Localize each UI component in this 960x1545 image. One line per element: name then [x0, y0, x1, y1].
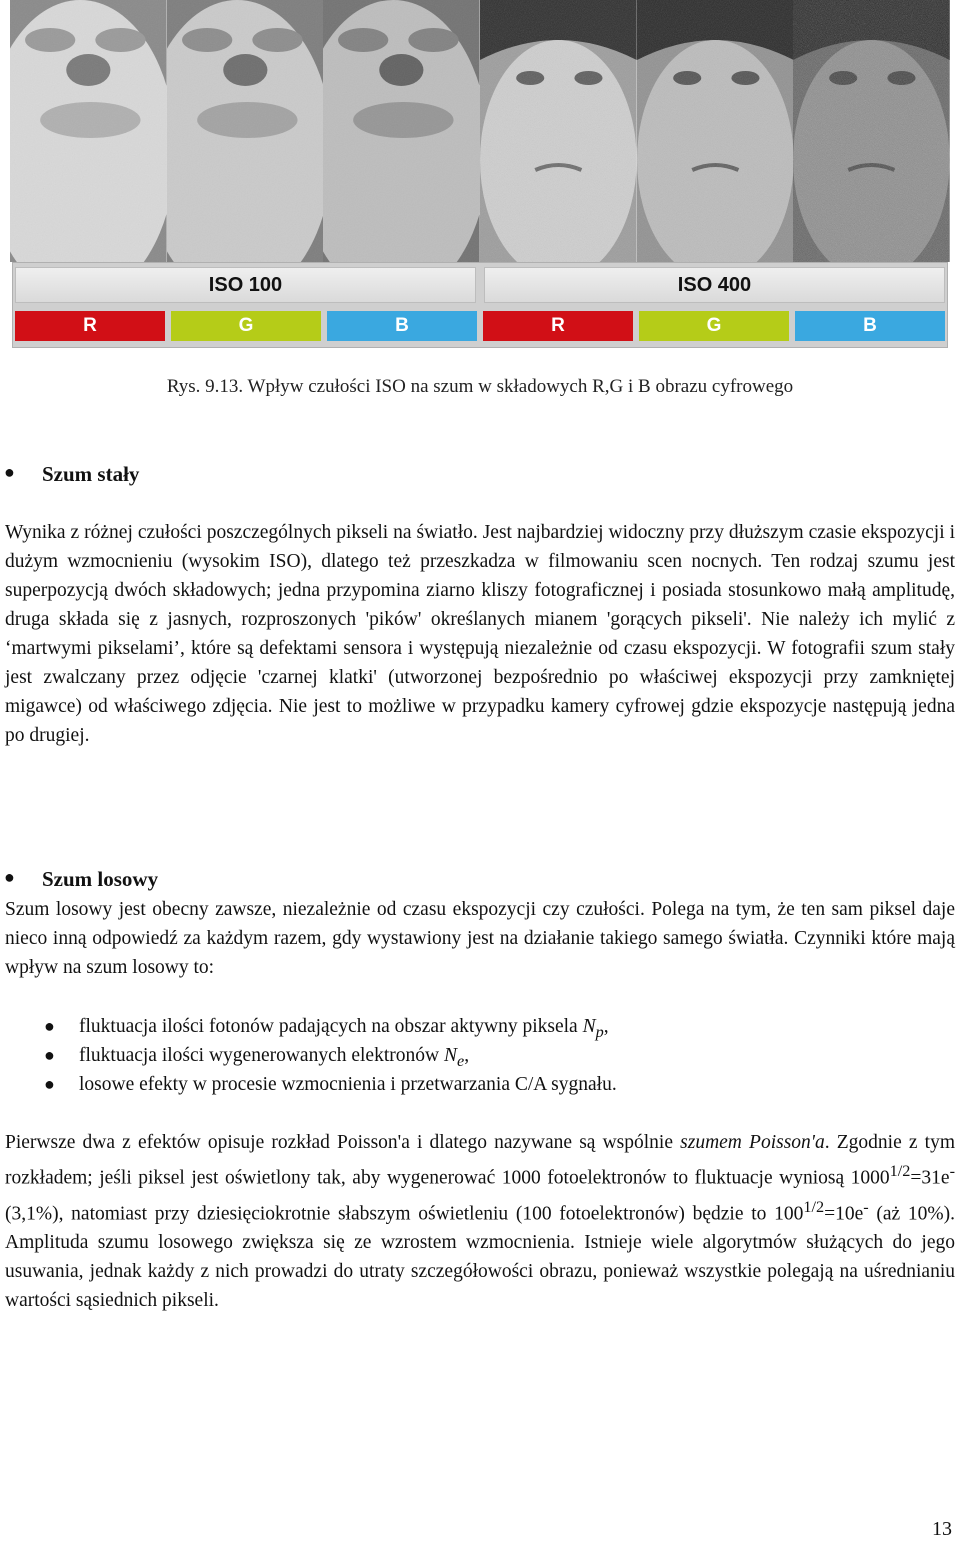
paragraph-szum-staly: Wynika z różnej czułości poszczególnych pikseli na światło. Jest najbardziej widoczny przy dłuższym czasie ekspozycji i dużym wzmocnieniu (wysokim ISO), dlatego też przeszkadza w filmowaniu scen nocnych. Ten rodzaj szumu jest superpozycją dwóch składowych; jedna przypomina ziarno kliszy fotograficznej i posiada stosunkowo małą amplitudę, druga składa się z jasnych, rozproszonych 'pików' określanych mianem 'gorących pikseli'. Nie należy ich mylić z ‘martwymi pikselami’, które są defektami sensora i występują niezależnie od czasu ekspozycji. W fotografii szum stały jest zwalczany przez odjęcie 'czarnej klatki' (utworzonej bezpośrednio po właściwej ekspozycji przy zamkniętej migawce) od właściwego zdjęcia. Nie jest to możliwe w przypadku kamery cyfrowej gdzie ekspozycje następują jedna po drugiej.	[5, 522, 955, 746]
photo-iso100-g	[167, 0, 324, 262]
iso-label: ISO 100	[15, 267, 476, 303]
bullet-icon: ●	[44, 1016, 55, 1036]
bullet-icon: ●	[44, 1074, 55, 1094]
channel-label: R	[15, 311, 165, 341]
photo-iso400-b	[793, 0, 950, 262]
page-number: 13	[932, 1518, 952, 1540]
figure-caption: Rys. 9.13. Wpływ czułości ISO na szum w składowych R,G i B obrazu cyfrowego	[166, 376, 794, 397]
channel-label: G	[639, 311, 789, 341]
paragraph-szum-losowy: Szum losowy jest obecny zawsze, niezależnie od czasu ekspozycji czy czułości. Polega na tym, że ten sam piksel daje nieco inną odpowiedź za każdym razem, gdy wystawiony jest na działanie takiego samego światła. Czynniki które mają wpływ na szum losowy to:	[5, 899, 955, 978]
list-item: ● losowe efekty w procesie wzmocnienia i przetwarzania C/A sygnału.	[0, 1070, 960, 1099]
photo-iso100-r	[10, 0, 167, 262]
channel-label: B	[327, 311, 477, 341]
iso-label: ISO 400	[484, 267, 945, 303]
photo-iso400-g	[637, 0, 794, 262]
factor-list	[0, 1012, 960, 1099]
bullet-icon: ●	[44, 1045, 55, 1065]
iso-noise-figure	[0, 0, 960, 352]
photo-iso400-r	[480, 0, 637, 262]
paragraph-poisson: Pierwsze dwa z efektów opisuje rozkład Poisson'a i dlatego nazywane są wspólnie szumem Poisson'a. Zgodnie z tym rozkładem; jeśli piksel jest oświetlony tak, aby wygenerować 1000 fotoelektronów to fluktuacje wyniosą $1000^{1/2}=31e^-$ (3,1%), natomiast przy dziesięciokrotnie słabszym oświetleniu (100 fotoelektronów) będzie to $100^{1/2}=10e^-$ (aż 10%). Amplituda szumu losowego zwiększa się ze wzrostem wzmocnienia. Istnieje wiele algorytmów służących do jego usuwania, jednak każdy z nich prowadzi do utraty szczegółowości obrazu, ponieważ wszystkie polegają na uśrednianiu wartości sąsiednich pikseli.	[5, 1132, 955, 1311]
photo-iso100-b	[323, 0, 480, 262]
channel-label: G	[171, 311, 321, 341]
figure-legend	[12, 262, 948, 348]
bullet-icon: ●	[4, 462, 15, 482]
iso-label-row	[13, 267, 947, 303]
photo-strip	[10, 0, 950, 262]
channel-row	[13, 311, 947, 341]
list-item: ● fluktuacja ilości wygenerowanych elektronów $N_e$,	[0, 1041, 960, 1070]
channel-label: B	[795, 311, 945, 341]
bullet-icon: ●	[4, 867, 15, 887]
channel-label: R	[483, 311, 633, 341]
list-item: ● fluktuacja ilości fotonów padających na obszar aktywny piksela $N_p$,	[0, 1012, 960, 1041]
